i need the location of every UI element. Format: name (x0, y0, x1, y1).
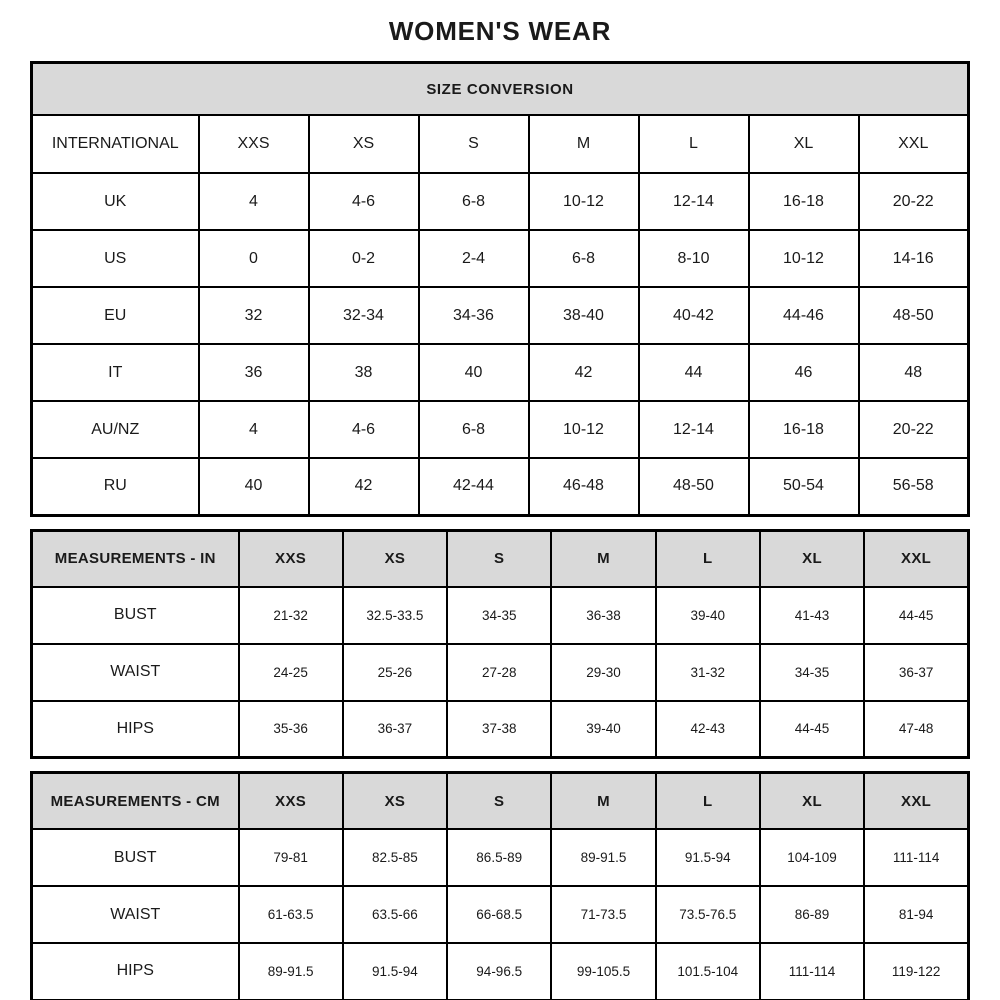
table-cell: 20-22 (859, 173, 969, 230)
table-cell: 46 (749, 344, 859, 401)
table-cell: 36-38 (551, 587, 655, 644)
column-header-row (32, 773, 969, 830)
row-label: EU (32, 287, 199, 344)
row-label: WAIST (32, 886, 239, 943)
table-cell: 4-6 (309, 173, 419, 230)
measurements-in-body (32, 587, 969, 758)
column-header: XL (760, 773, 864, 830)
row-label: US (32, 230, 199, 287)
table-cell: 34-35 (447, 587, 551, 644)
row-label: WAIST (32, 644, 239, 701)
table-cell: 41-43 (760, 587, 864, 644)
table-cell: 4 (199, 401, 309, 458)
table-cell: 91.5-94 (656, 829, 760, 886)
table-cell: 82.5-85 (343, 829, 447, 886)
table-cell: 50-54 (749, 458, 859, 515)
table-cell: 44-45 (760, 701, 864, 758)
table-cell: 111-114 (864, 829, 968, 886)
table-cell: 36-37 (343, 701, 447, 758)
column-header: M (551, 773, 655, 830)
table-cell: 35-36 (239, 701, 343, 758)
table-title: MEASUREMENTS - IN (32, 530, 239, 587)
table-cell: 32 (199, 287, 309, 344)
table-cell: 104-109 (760, 829, 864, 886)
table-row (32, 287, 969, 344)
table-row (32, 644, 969, 701)
table-cell: 42 (529, 344, 639, 401)
table-cell: 2-4 (419, 230, 529, 287)
column-header: XS (309, 115, 419, 173)
row-label: HIPS (32, 943, 239, 1000)
table-cell: 34-35 (760, 644, 864, 701)
measurements-cm-body (32, 829, 969, 1000)
column-header: L (656, 530, 760, 587)
table-cell: 16-18 (749, 401, 859, 458)
table-cell: 101.5-104 (656, 943, 760, 1000)
table-title: SIZE CONVERSION (32, 63, 969, 116)
measurements-in-table (30, 529, 970, 760)
table-cell: 44 (639, 344, 749, 401)
table-cell: 8-10 (639, 230, 749, 287)
table-cell: 44-45 (864, 587, 968, 644)
size-conversion-body (32, 173, 969, 515)
row-label: RU (32, 458, 199, 515)
table-cell: 12-14 (639, 173, 749, 230)
table-row (32, 173, 969, 230)
page-title: WOMEN'S WEAR (388, 16, 612, 46)
table-cell: 36 (199, 344, 309, 401)
column-header: S (447, 773, 551, 830)
column-header: L (639, 115, 749, 173)
table-cell: 46-48 (529, 458, 639, 515)
table-cell: 39-40 (551, 701, 655, 758)
table-cell: 6-8 (419, 401, 529, 458)
table-title: MEASUREMENTS - CM (32, 773, 239, 830)
column-header: XXL (864, 530, 968, 587)
table-cell: 10-12 (529, 173, 639, 230)
table-cell: 94-96.5 (447, 943, 551, 1000)
table-banner-row (32, 63, 969, 116)
table-cell: 86-89 (760, 886, 864, 943)
table-cell: 27-28 (447, 644, 551, 701)
table-cell: 79-81 (239, 829, 343, 886)
column-header: XXS (199, 115, 309, 173)
column-header: M (551, 530, 655, 587)
table-row (32, 886, 969, 943)
table-row (32, 829, 969, 886)
table-cell: 31-32 (656, 644, 760, 701)
table-row (32, 587, 969, 644)
table-cell: 21-32 (239, 587, 343, 644)
column-header: INTERNATIONAL (32, 115, 199, 173)
column-header: XXL (859, 115, 969, 173)
table-cell: 40-42 (639, 287, 749, 344)
table-cell: 89-91.5 (551, 829, 655, 886)
table-cell: 25-26 (343, 644, 447, 701)
column-header: XS (343, 773, 447, 830)
size-conversion-table (30, 61, 970, 517)
table-cell: 73.5-76.5 (656, 886, 760, 943)
row-label: AU/NZ (32, 401, 199, 458)
table-cell: 10-12 (529, 401, 639, 458)
table-cell: 42-44 (419, 458, 529, 515)
table-cell: 66-68.5 (447, 886, 551, 943)
table-cell: 0 (199, 230, 309, 287)
table-cell: 6-8 (529, 230, 639, 287)
table-cell: 48-50 (859, 287, 969, 344)
table-cell: 4-6 (309, 401, 419, 458)
table-row (32, 344, 969, 401)
table-cell: 24-25 (239, 644, 343, 701)
row-label: BUST (32, 587, 239, 644)
table-cell: 38-40 (529, 287, 639, 344)
column-header: L (656, 773, 760, 830)
table-cell: 42-43 (656, 701, 760, 758)
table-cell: 34-36 (419, 287, 529, 344)
column-header: XS (343, 530, 447, 587)
table-cell: 40 (199, 458, 309, 515)
column-header: M (529, 115, 639, 173)
table-cell: 40 (419, 344, 529, 401)
column-header: XL (749, 115, 859, 173)
table-cell: 42 (309, 458, 419, 515)
column-header: XXS (239, 773, 343, 830)
row-label: HIPS (32, 701, 239, 758)
row-label: UK (32, 173, 199, 230)
table-cell: 56-58 (859, 458, 969, 515)
column-header: XXS (239, 530, 343, 587)
table-row (32, 458, 969, 515)
table-cell: 111-114 (760, 943, 864, 1000)
table-cell: 12-14 (639, 401, 749, 458)
table-cell: 29-30 (551, 644, 655, 701)
table-cell: 6-8 (419, 173, 529, 230)
table-cell: 61-63.5 (239, 886, 343, 943)
table-cell: 39-40 (656, 587, 760, 644)
table-cell: 37-38 (447, 701, 551, 758)
table-row (32, 701, 969, 758)
table-cell: 81-94 (864, 886, 968, 943)
table-cell: 47-48 (864, 701, 968, 758)
row-label: IT (32, 344, 199, 401)
table-cell: 99-105.5 (551, 943, 655, 1000)
table-cell: 86.5-89 (447, 829, 551, 886)
row-label: BUST (32, 829, 239, 886)
table-cell: 71-73.5 (551, 886, 655, 943)
table-cell: 36-37 (864, 644, 968, 701)
column-header: XXL (864, 773, 968, 830)
column-header-row (32, 115, 969, 173)
table-cell: 48 (859, 344, 969, 401)
measurements-cm-table (30, 771, 970, 1000)
table-cell: 32-34 (309, 287, 419, 344)
table-cell: 48-50 (639, 458, 749, 515)
column-header: XL (760, 530, 864, 587)
column-header: S (419, 115, 529, 173)
table-cell: 20-22 (859, 401, 969, 458)
column-header: S (447, 530, 551, 587)
table-cell: 0-2 (309, 230, 419, 287)
table-cell: 91.5-94 (343, 943, 447, 1000)
table-cell: 4 (199, 173, 309, 230)
table-cell: 14-16 (859, 230, 969, 287)
table-cell: 89-91.5 (239, 943, 343, 1000)
table-cell: 10-12 (749, 230, 859, 287)
table-cell: 16-18 (749, 173, 859, 230)
column-header-row (32, 530, 969, 587)
table-row (32, 943, 969, 1000)
table-cell: 38 (309, 344, 419, 401)
table-cell: 32.5-33.5 (343, 587, 447, 644)
table-row (32, 230, 969, 287)
table-cell: 119-122 (864, 943, 968, 1000)
table-row (32, 401, 969, 458)
table-cell: 44-46 (749, 287, 859, 344)
table-cell: 63.5-66 (343, 886, 447, 943)
